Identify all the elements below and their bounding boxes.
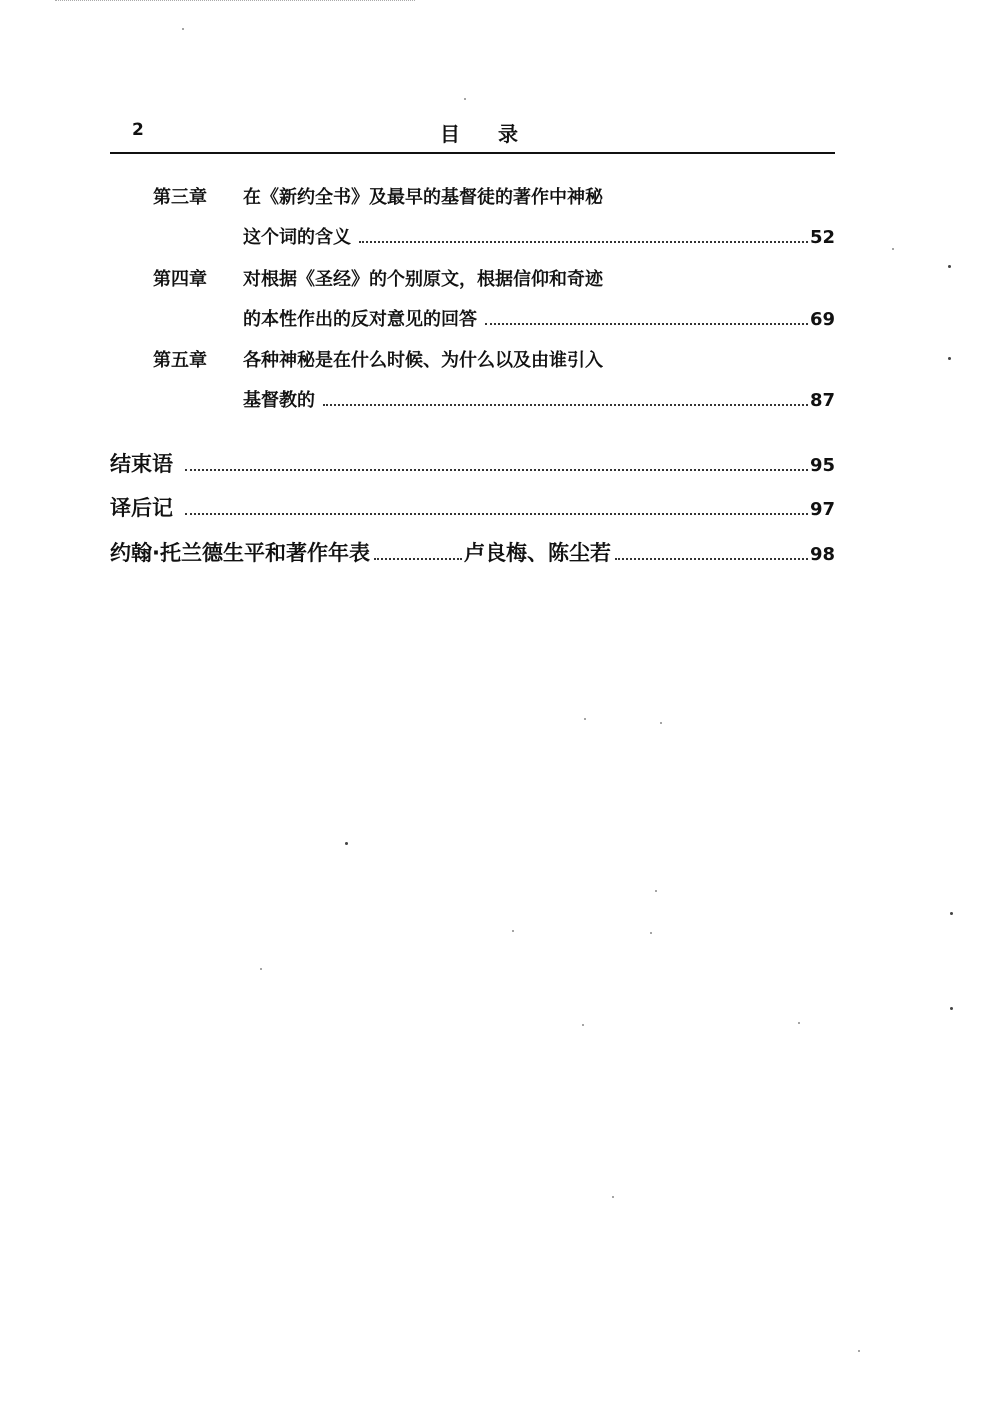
toc-entry-translator-afterword[interactable]: [110, 492, 835, 522]
toc-entry-conclusion[interactable]: [110, 448, 835, 478]
chapter-title-line2: 基督教的: [243, 390, 315, 411]
toc-entry-chronology[interactable]: [110, 537, 835, 567]
chapter-title-line2: 这个词的含义: [243, 227, 351, 248]
scan-speck: [892, 248, 894, 250]
scan-speck: [612, 1196, 614, 1198]
chapter-label: 第四章: [153, 269, 207, 290]
dot-leader: [485, 323, 808, 325]
scan-speck: [345, 842, 348, 845]
scan-speck: [660, 722, 662, 724]
page-number: 2: [132, 120, 144, 140]
scan-speck: [182, 28, 184, 30]
toc-entry-chapter-5[interactable]: [0, 346, 998, 411]
entry-title: 约翰·托兰德生平和著作年表: [110, 541, 370, 565]
page-ref: 97: [809, 499, 835, 520]
header-rule: [110, 152, 835, 154]
entry-authors: 卢良梅、陈尘若: [463, 541, 611, 565]
page-ref: 52: [809, 227, 835, 248]
scan-speck: [260, 968, 262, 970]
scan-speck: [950, 1007, 953, 1010]
page-ref: 95: [809, 455, 835, 476]
scan-speck: [948, 357, 951, 360]
chapter-label: 第五章: [153, 350, 207, 371]
scan-speck: [950, 912, 953, 915]
running-title: 目录: [440, 122, 556, 146]
page-ref: 87: [809, 390, 835, 411]
page-ref: 69: [809, 309, 835, 330]
dot-leader: [185, 469, 808, 471]
scan-speck: [798, 1022, 800, 1024]
dot-leader: [374, 558, 462, 560]
scan-speck: [858, 1350, 860, 1352]
chapter-title-line2-row: [243, 305, 835, 331]
scan-speck: [512, 930, 514, 932]
page-ref: 98: [809, 544, 835, 565]
toc-entry-chapter-3[interactable]: [0, 183, 998, 248]
dot-leader: [185, 513, 808, 515]
scan-speck: [584, 718, 586, 720]
dot-leader: [359, 241, 808, 243]
scan-speck: [650, 932, 652, 934]
chapter-label: 第三章: [153, 187, 207, 208]
toc-entry-chapter-4[interactable]: [0, 265, 998, 330]
scan-speck: [948, 265, 951, 268]
chapter-title-line2: 的本性作出的反对意见的回答: [243, 309, 477, 330]
entry-title: 译后记: [110, 496, 173, 520]
chapter-title-line1: 对根据《圣经》的个别原文，根据信仰和奇迹: [243, 269, 603, 290]
chapter-title-line1: 在《新约全书》及最早的基督徒的著作中神秘: [243, 187, 603, 208]
scan-speck: [582, 1024, 584, 1026]
scan-speck: [464, 98, 466, 100]
entry-title: 结束语: [110, 452, 173, 476]
scan-noise-top: [55, 0, 415, 5]
chapter-title-line2-row: [243, 223, 835, 249]
chapter-title-line1: 各种神秘是在什么时候、为什么以及由谁引入: [243, 350, 603, 371]
dot-leader: [323, 404, 808, 406]
dot-leader: [615, 558, 808, 560]
chapter-title-line2-row: [243, 386, 835, 412]
scan-speck: [655, 890, 657, 892]
